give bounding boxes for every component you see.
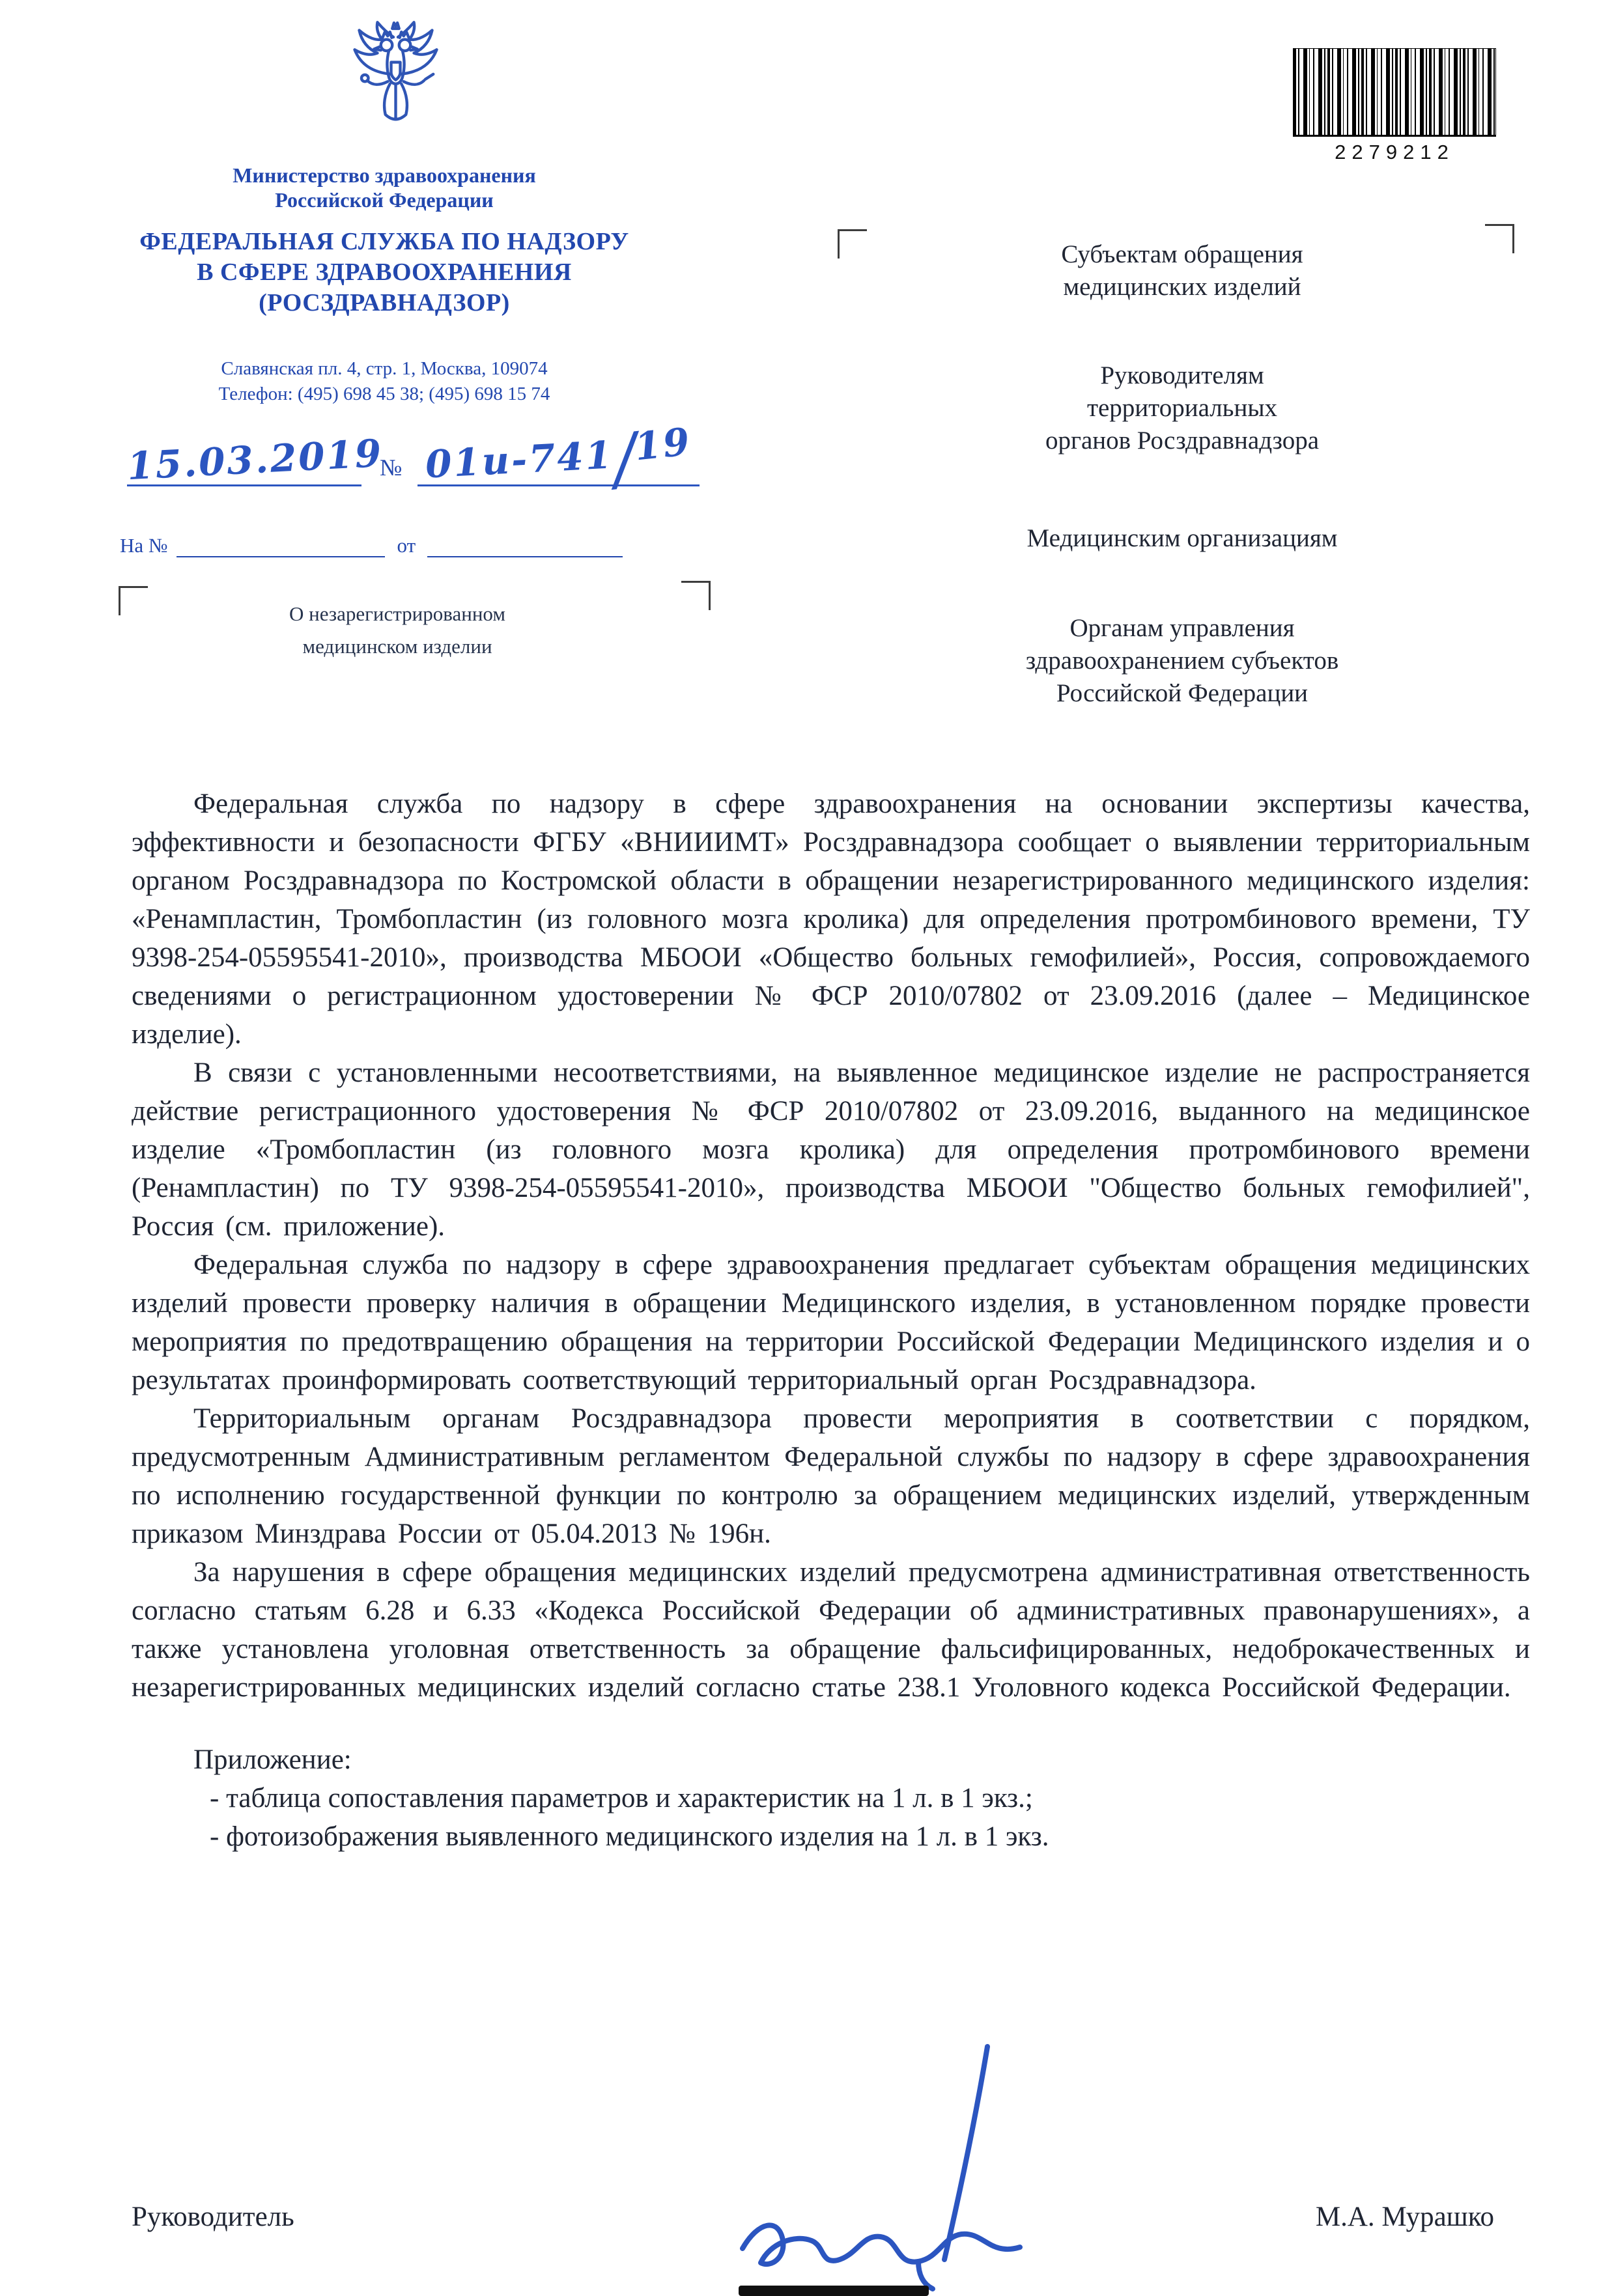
ref-number-blank [177,533,385,557]
date-number-row [126,417,746,499]
attachments-label: Приложение: [193,1744,352,1775]
recipient-block [847,359,1518,457]
recipient-line: Медицинским организациям [1026,524,1338,552]
reference-row [120,533,623,557]
body-paragraph: Территориальным органам Росздравнадзора провести мероприятия в соответствии с порядком, предусмотренным Административным регламентом Федеральной службы по надзору в сфере здравоохранения по исполнению государственной функции по контролю за обращением медицинских изделий, утвержденным приказом Минздрава России от 05.04.2013 № 196н. [132,1403,1530,1549]
ministry-line: Министерство здравоохранения [233,163,536,187]
agency-line: В СФЕРЕ ЗДРАВООХРАНЕНИЯ [197,259,572,286]
ref-date-blank [427,533,623,557]
body-paragraph: Федеральная служба по надзору в сфере здравоохранения предлагает субъектам обращения медицинских изделий провести проверку наличия в обращении Медицинского изделия, в установленном порядке провести мероприятия по предотвращению обращения на территории Российской Федерации Медицинского изделия и о результатах проинформировать соответствующий территориальный орган Росздравнадзора. [132,1250,1530,1395]
recipient-line: органов Росздравнадзора [1045,427,1320,455]
handwritten-slash: / [610,417,641,499]
outgoing-number-field [417,417,700,499]
recipient-line: здравоохранением субъектов [1025,647,1339,675]
body-paragraph: Федеральная служба по надзору в сфере здравоохранения на основании экспертизы качества, эффективности и безопасности ФГБУ «ВНИИИМТ» Росздравнадзора сообщает о выявлении территориальным органом Росздравнадзора по Костромской области в обращении незарегистрированного медицинского изделия: «Ренампластин, Тромбопластин (из головного мозга кролика) для определения протромбинового времени, ТУ 9398-254-05595541-2010», производства МБООИ «Общество больных гемофилией», Россия, сопровождаемого сведениями о регистрационном удостоверении № ФСР 2010/07802 от 23.09.2016 (далее – Медицинское изделие). [132,789,1530,1050]
handwritten-number: 01и-741 [424,432,615,487]
corner-mark [681,581,711,610]
attachments-block [132,1741,1530,1856]
corner-mark [119,586,148,615]
subject-line: О незарегистрированном [289,602,505,625]
attachment-item: - таблица сопоставления параметров и характеристик на 1 л. в 1 экз.; [210,1783,1033,1813]
recipient-line: Российской Федерации [1056,679,1309,707]
recipient-line: Руководителям [1100,361,1264,389]
signer-position: Руководитель [132,2202,294,2232]
recipient-line: медицинских изделий [1063,273,1301,301]
attachment-item: - фотоизображения выявленного медицинского изделия на 1 л. в 1 экз. [210,1821,1049,1852]
letterhead [39,163,729,407]
coat-of-arms-icon [339,9,453,156]
body-paragraph: В связи с установленными несоответствиями, на выявленное медицинское изделие не распространяется действие регистрационного удостоверения № ФСР 2010/07802 от 23.09.2016, выданного на медицинское изделие «Тромбопластин (из головного мозга кролика) для определения протромбинового времени (Ренампластин) по ТУ 9398-254-05595541-2010», производства МБООИ "Общество больных гемофилией", Россия (см. приложение). [132,1057,1530,1242]
handwritten-year: 19 [632,419,694,469]
barcode [1293,48,1496,164]
ministry-name [39,163,729,212]
agency-name [39,227,729,318]
handwritten-date: 15.03.2019 [126,430,384,489]
signer-name: М.А. Мурашко [1315,2202,1494,2232]
recipient-block [847,522,1518,555]
recipient-line: территориальных [1086,394,1278,422]
agency-line: (РОСЗДРАВНАДЗОР) [259,289,510,316]
contact-block [39,356,729,407]
subject-line: медицинском изделии [302,635,492,658]
scan-artifact [739,2286,929,2296]
address-line: Славянская пл. 4, стр. 1, Москва, 109074 [221,358,548,379]
ministry-line: Российской Федерации [275,188,494,212]
barcode-number: 2279212 [1293,135,1496,164]
recipient-line: Субъектам обращения [1061,240,1303,268]
recipient-block [847,612,1518,710]
recipient-line: Органам управления [1069,614,1295,642]
subject-block [195,598,599,663]
ref-from-label: от [397,534,416,557]
body-paragraph: За нарушения в сфере обращения медицинских изделий предусмотрена административная ответственность согласно статьям 6.28 и 6.33 «Кодекса Российской Федерации об административных правонарушениях», а также установлена уголовная ответственность за обращение фальсифицированных, недоброкачественных и незарегистрированных медицинских изделий согласно статье 238.1 Уголовного кодекса Российской Федерации. [132,1557,1530,1703]
letter-body [132,785,1530,1856]
ref-no-label: На № [120,534,168,557]
recipient-block [847,238,1518,303]
agency-line: ФЕДЕРАЛЬНАЯ СЛУЖБА ПО НАДЗОРУ [139,228,629,255]
date-field [126,430,384,489]
handwritten-signature [703,2041,1068,2296]
phone-line: Телефон: (495) 698 45 38; (495) 698 15 74 [218,384,550,404]
barcode-icon [1293,48,1496,135]
number-sign: № [380,455,403,481]
